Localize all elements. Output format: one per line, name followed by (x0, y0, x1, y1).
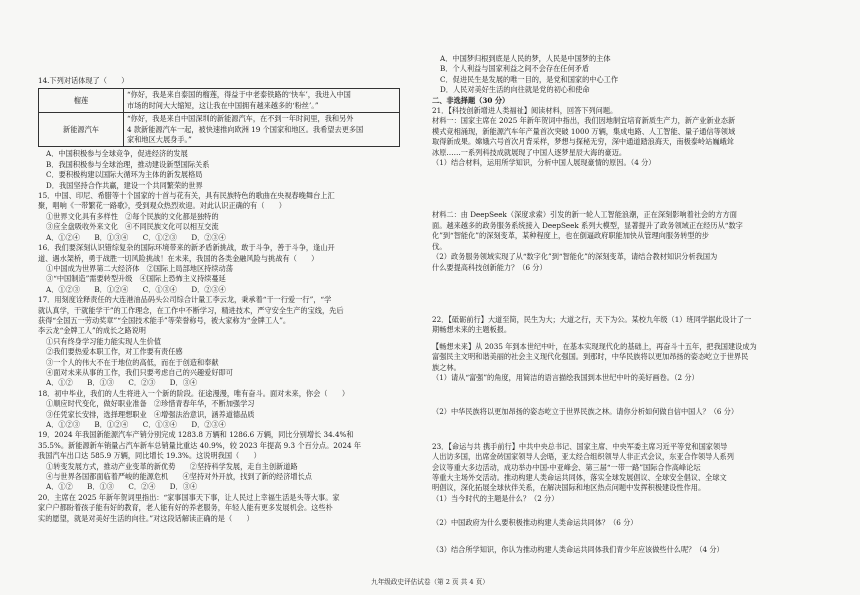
sub-question: （1）结合材料，运用所学知识，分析中国人展现豪情的原因。（4 分） (432, 158, 656, 168)
question-line: 16．我们要深刻认识错综复杂的国际环境带来的新矛盾新挑战，敢于斗争，善于斗争，逢山开 (38, 243, 335, 253)
right-column (432, 54, 824, 555)
dialogue-table (38, 88, 400, 147)
statement: ③任凭家长安排，选择理想职业 ④增强法治意识，涵养道德品质 (46, 409, 255, 419)
statement: ③一个人的伟大不在于地位的高低，而在于创造和奉献 (46, 357, 219, 367)
material-line: 化”到“智能化”的深刻变革，某种程度上，也在倒逼政府职能加快从管理向服务转型的步 (432, 231, 709, 241)
question-line: 明倡议，深化拓展全球伙伴关系，在解决国际和地区热点问题中发挥积极建设性作用。 (432, 483, 706, 493)
question-line: 道、遇水架桥，勇于战胜一切风险挑战！在未来，我国的各类金融风险与挑战有（ ） (38, 253, 319, 263)
question-15 (38, 191, 416, 243)
table-key: 新能源汽车 (39, 113, 124, 147)
question-line: 实的愿望，就是对美好生活的向往。”对这段话解读正确的是（ ） (38, 513, 254, 523)
answer-space (432, 418, 824, 442)
table-line: “你好，我是来自泰国的榴莲，得益于中老泰铁路的‘快车’，我进入中国 (127, 90, 351, 100)
page-footer: 九年级政史评估试卷（第 2 页 共 4 页） (371, 578, 489, 586)
question-line: 获得“全国五一劳动奖章”“全国技术能手”等荣誉称号，被大家称为“金牌工人”。 (38, 315, 291, 325)
question-line: 15．中国、印尼、希腊等十个国家的十首与花有关，具有民族特色的歌曲在央视春晚舞台上汇 (38, 191, 335, 201)
table-line: 家和地区大展身手。” (127, 135, 192, 145)
material-line: 冰原……一系列科技成就展现了中国人逐梦星辰大海的豪迈。 (432, 147, 627, 157)
statement: ②我们要热爱本职工作，对工作要有责任感 (46, 347, 183, 357)
option: A．中国积极参与全球竞争，促进经济的发展 (46, 149, 188, 159)
sub-question: （2）政务服务领域实现了从“数字化”到“智能化”的深刻变革，请结合教材知识分析我国为 (432, 252, 718, 262)
material-line: 材料一：国家主席在 2025 年新年贺词中指出，我们因地制宜培育新质生产力，新产业新业态新 (432, 116, 736, 126)
board-line: 族之林。 (432, 362, 461, 372)
board-line: 富强民主文明和谐美丽的社会主义现代化强国。到那时，中华民族将以更加昂扬的姿态屹立于世界民 (432, 352, 749, 362)
material-line: 模式竞相涌现，新能源汽车年产量首次突破 1000 万辆，集成电路、人工智能、量子通信等领域 (432, 126, 736, 136)
question-line: 家户户都盼着孩子能有好的教育，老人能有好的养老服务，年轻人能有更多发展机会。这些朴 (38, 503, 333, 513)
question-title: 21．【科技创新增进人类福祉】阅读材料，回答下列问题。 (432, 106, 618, 116)
statement: ④面对未来从事的工作，我们只要考虑自己的兴趣爱好即可 (46, 367, 233, 377)
statement: ③应全盘吸收外来文化 ④不同民族文化可以相互交流 (46, 222, 219, 232)
question-line: 会议等重大多边活动，成功举办中国-中亚峰会、第三届“一带一路”国际合作高峰论坛 (432, 462, 701, 472)
question-line: 人出访多国，出席金砖国家领导人会晤，亚太经合组织领导人非正式会议，东亚合作领导人系列 (432, 452, 734, 462)
question-22 (432, 315, 824, 418)
sub-question: 什么要提高科技创新能力？（6 分） (432, 262, 547, 272)
option: B．个人利益与国家利益之间不会存在任何矛盾 (440, 64, 590, 74)
question-20 (38, 493, 416, 524)
section-heading: 二、非选择题（30 分） (432, 95, 510, 105)
sub-question: （2）中华民族将以更加昂扬的姿态屹立于世界民族之林。请你分析如何做自信中国人？（6 分） (432, 407, 739, 417)
sub-question: （2）中国政府为什么要积极推动构建人类命运共同体？（6 分） (432, 518, 638, 528)
statement: ①只有终身学习能力能实现人生价值 (46, 336, 162, 346)
answer-space (432, 383, 824, 407)
option: A．中国梦归根到底是人民的梦，人民是中国梦的主体 (440, 54, 611, 63)
material-line: 材料二：由 DeepSeek（深度求索）引发的新一轮人工智能浪潮，正在深刻影响着社会的方方面 (432, 210, 737, 220)
sub-question: （1）当今时代的主题是什么？（2 分） (432, 493, 559, 503)
statement: ④与世界各国都面临着严峻的能源危机 ④坚持对外开放，找到了新的经济增长点 (46, 472, 312, 482)
question-14 (38, 76, 416, 191)
question-line: 18．初中毕业，我们的人生将进入一个新的阶段。征途漫漫，唯有奋斗。面对未来，你会（ ） (38, 388, 350, 398)
question-line: 35.5%。新能源新车销量占汽车新车总销量比重达 40.9%，较 2023 年提高 9.3 个百分点。2024 年 (38, 440, 362, 450)
question-line: 20．主席在 2025 年新年贺词里指出：“家事国事天下事，让人民过上幸福生活是头等大事。家 (38, 492, 340, 502)
question-17 (38, 295, 416, 389)
table-value (124, 113, 400, 147)
question-line: 李云龙“金牌工人”的成长之路说明 (38, 326, 146, 336)
statement: ①顺应时代变化，做好职业准备 ②珍惜青春年华，不断加强学习 (46, 399, 255, 409)
options-row: A．①②③ B．①②④ C．①③④ D．②③④ (46, 420, 226, 429)
answer-space (432, 504, 824, 518)
question-line: 17．用刻度诠释责任的大连港油品码头公司综合计量工李云龙，秉承着“干一行爱一行”，“学 (38, 295, 332, 305)
statement: ①转变发展方式，推动产业变革的新优势 ②坚持科学发展，走自主创新道路 (46, 461, 298, 471)
answer-space (432, 168, 824, 210)
question-line: 我国汽车出口达 585.9 万辆，同比增长 19.3%。这说明我国（ ） (38, 451, 261, 461)
option: C．促进民生是发展的唯一目的，是党和国家的中心工作 (440, 74, 619, 84)
options-row: A．①② B．①③ C．②③ D．③④ (46, 378, 198, 388)
question-line: 期畅想未来的主题板报。 (432, 325, 512, 335)
table-key: 榴莲 (39, 89, 124, 113)
question-line: 22．【砥砺前行】大道至简，民生为大；大道之行，天下为公。某校九年级（1）班同学据此设计了一 (432, 314, 752, 324)
material-line: 取得新成果。嫦娥六号首次月背采样，梦想与探秘无穷，深中通道踏浪海天，南极泰岭站巍峨耸 (432, 137, 734, 147)
question-line: 就认真学，干就能学干”的工作理念，在工作中不断学习，精进技术，严守安全生产的宝线，先后 (38, 305, 344, 315)
question-16 (38, 243, 416, 295)
statement: ①世界文化具有多样性 ②每个民族的文化都是独特的 (46, 211, 219, 221)
answer-space (432, 273, 824, 315)
answer-space (432, 529, 824, 545)
question-21 (432, 106, 824, 273)
question-line: 23．【命运与共 携手前行】中共中央总书记、国家主席、中央军委主席习近平等党和国家领导 (432, 441, 728, 451)
material-line: 伐。 (432, 241, 447, 251)
option: D．我国坚持合作共赢，建设一个共同繁荣的世界 (46, 180, 203, 190)
question-18 (38, 389, 416, 431)
question-line: 等重大主场外交活动。推动构建人类命运共同体，落实全球发展倡议、全球安全倡议、全球文 (432, 472, 727, 482)
table-row (39, 113, 400, 147)
material-line: 面。越来越多的政务服务系统接入 DeepSeek 系列大模型，显著提升了政务领域正在经历从“数字 (432, 220, 743, 230)
question-line: 聚，唱响《一带繁花一路歌》，受到观众热烈欢迎。对此认识正确的有（ ） (38, 201, 286, 211)
table-line: “你好，我是来自中国深圳的新能源汽车，在不到一年时间里，我和另外 (127, 114, 354, 124)
options-row: A．①②④ B．①③④ C．①②③ D．②③④ (46, 232, 226, 242)
table-line: 市场的时间大大缩短，这让我在中国拥有越来越多的‘粉丝’。” (127, 100, 319, 110)
option: B．我国积极参与全球治理，推动建设新型国际关系 (46, 159, 210, 169)
statement: ③“中国制造”需要转型升级 ④国际上恐怖主义持续蔓延 (46, 274, 226, 284)
table-value (124, 89, 400, 113)
question-line: 19．2024 年我国新能源汽车产销分别完成 1283.8 万辆和 1286.6 万辆，同比分别增长 34.4%和 (38, 430, 354, 440)
options-row: A．①② B．①③ C．②④ D．③④ (46, 482, 198, 492)
question-20-options (432, 54, 824, 96)
table-line: 4 款新能源汽车一起，被快速推向欧洲 19 个国家和地区。我希望去更多国 (127, 124, 364, 134)
sub-question: （3）结合所学知识，你认为推动构建人类命运共同体我们青少年应该做些什么呢？（4 分） (432, 544, 724, 554)
options-row: A．①②③ B．①②④ C．①③④ D．②③④ (46, 284, 226, 294)
question-19 (38, 430, 416, 492)
question-14-title: 14.下列对话体现了（ ） (38, 76, 129, 85)
question-23 (432, 442, 824, 555)
option: D．人民对美好生活的向往就是党的初心和使命 (440, 85, 590, 95)
sub-question: （1）请从“富强”的角度，用简洁的语言描绘我国到本世纪中叶的美好画卷。（2 分） (432, 372, 699, 382)
statement: ①中国成为世界第二大经济体 ②国际上局部地区持续动荡 (46, 263, 233, 273)
left-column (38, 76, 416, 524)
table-row (39, 89, 400, 113)
board-line: 【畅想未来】从 2035 年到本世纪中叶，在基本实现现代化的基础上，再奋斗十五年，把我国建设成为 (432, 341, 757, 351)
option: C．要积极构建以国际大循环为主体的新发展格局 (46, 170, 203, 180)
